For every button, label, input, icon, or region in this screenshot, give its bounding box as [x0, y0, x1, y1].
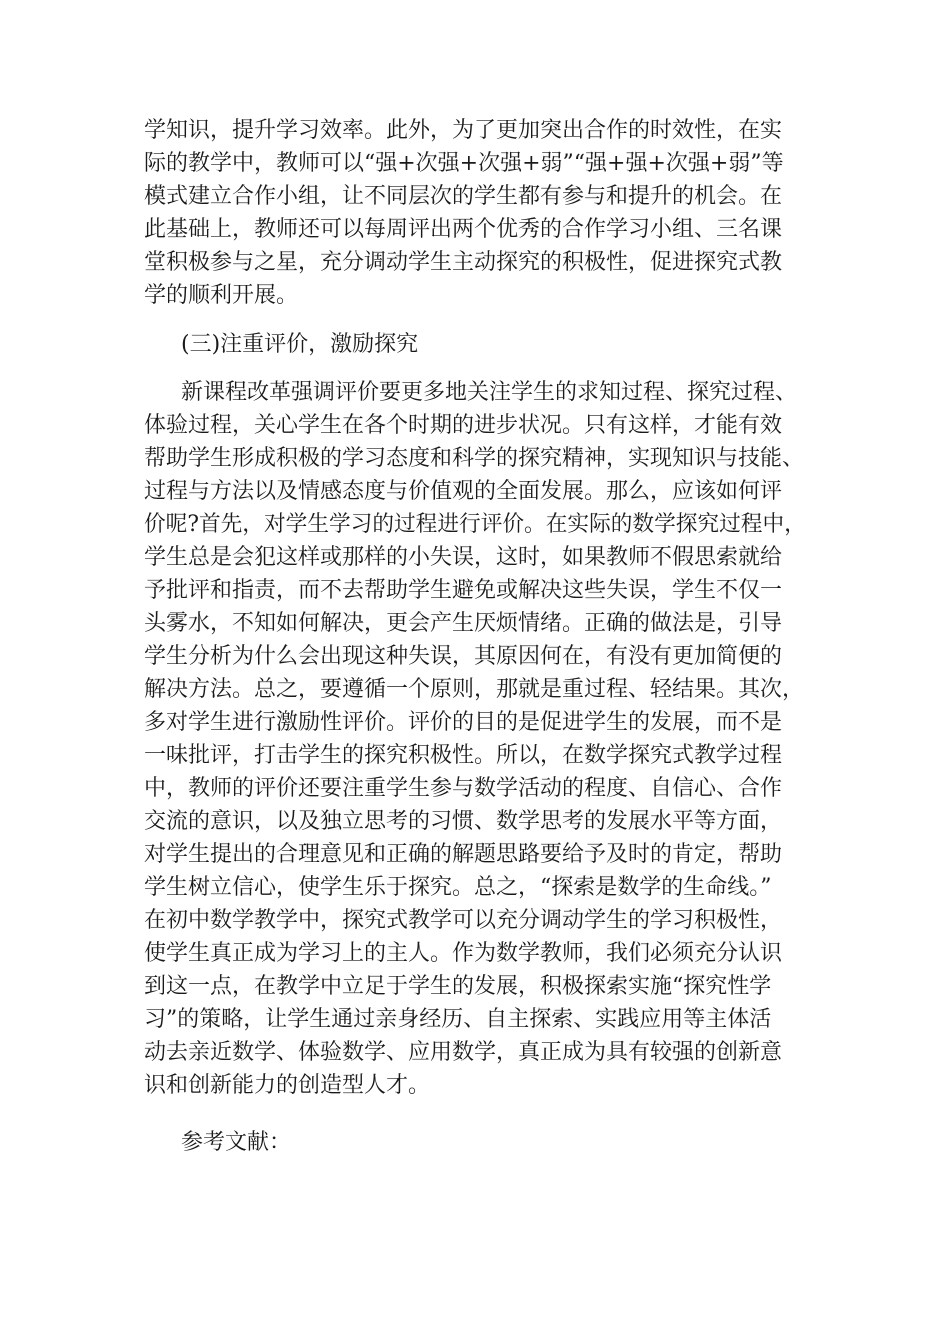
paragraph-1-line: 模式建立合作小组，让不同层次的学生都有参与和提升的机会。在	[144, 184, 783, 209]
paragraph-1-line: 此基础上，教师还可以每周评出两个优秀的合作学习小组、三名课	[144, 217, 783, 242]
paragraph-1-line: 学的顺利开展。	[144, 283, 299, 308]
paragraph-2-line: 在初中数学教学中，探究式教学可以充分调动学生的学习积极性，	[144, 908, 783, 933]
paragraph-2-line: 头雾水，不知如何解决，更会产生厌烦情绪。正确的做法是，引导	[144, 611, 783, 636]
paragraph-2-line: 一味批评，打击学生的探究积极性。所以，在数学探究式教学过程	[144, 743, 783, 768]
paragraph-2-line: 解决方法。总之，要遵循一个原则，那就是重过程、轻结果。其次，	[144, 677, 805, 702]
section-heading: (三)注重评价，激励探究	[181, 332, 419, 357]
paragraph-2-line: 价呢?首先，对学生学习的过程进行评价。在实际的数学探究过程中，	[144, 512, 806, 537]
paragraph-2-line: 识和创新能力的创造型人才。	[144, 1073, 431, 1098]
paragraph-2-line: 交流的意识，以及独立思考的习惯、数学思考的发展水平等方面，	[144, 809, 783, 834]
paragraph-2-line: 予批评和指责，而不去帮助学生避免或解决这些失误，学生不仅一	[144, 578, 783, 603]
paragraph-2-line: 习”的策略，让学生通过亲身经历、自主探索、实践应用等主体活	[144, 1007, 772, 1032]
paragraph-2-line: 学生分析为什么会出现这种失误，其原因何在，有没有更加简便的	[144, 644, 783, 669]
paragraph-2-line: 到这一点，在教学中立足于学生的发展，积极探索实施“探究性学	[144, 974, 772, 999]
paragraph-1-line: 堂积极参与之星，充分调动学生主动探究的积极性，促进探究式教	[144, 250, 783, 275]
paragraph-2-line: 新课程改革强调评价要更多地关注学生的求知过程、探究过程、	[181, 380, 798, 405]
paragraph-2-line: 多对学生进行激励性评价。评价的目的是促进学生的发展，而不是	[144, 710, 783, 735]
paragraph-2-line: 过程与方法以及情感态度与价值观的全面发展。那么，应该如何评	[144, 479, 783, 504]
paragraph-2-line: 使学生真正成为学习上的主人。作为数学教师，我们必须充分认识	[144, 941, 783, 966]
paragraph-1-line: 际的教学中，教师可以“强+次强+次强+弱”“强+强+次强+弱”等	[144, 151, 784, 176]
paragraph-2-line: 动去亲近数学、体验数学、应用数学，真正成为具有较强的创新意	[144, 1040, 783, 1065]
paragraph-2-line: 对学生提出的合理意见和正确的解题思路要给予及时的肯定，帮助	[144, 842, 783, 867]
paragraph-2-line: 帮助学生形成积极的学习态度和科学的探究精神，实现知识与技能、	[144, 446, 805, 471]
paragraph-2-line: 中，教师的评价还要注重学生参与数学活动的程度、自信心、合作	[144, 776, 783, 801]
references-heading: 参考文献：	[181, 1130, 292, 1155]
paragraph-2-line: 学生总是会犯这样或那样的小失误，这时，如果教师不假思索就给	[144, 545, 783, 570]
paragraph-2-line: 体验过程，关心学生在各个时期的进步状况。只有这样，才能有效	[144, 413, 783, 438]
paragraph-2-line: 学生树立信心，使学生乐于探究。总之，“探索是数学的生命线。”	[144, 875, 772, 900]
paragraph-1-line: 学知识，提升学习效率。此外，为了更加突出合作的时效性，在实	[144, 118, 783, 143]
